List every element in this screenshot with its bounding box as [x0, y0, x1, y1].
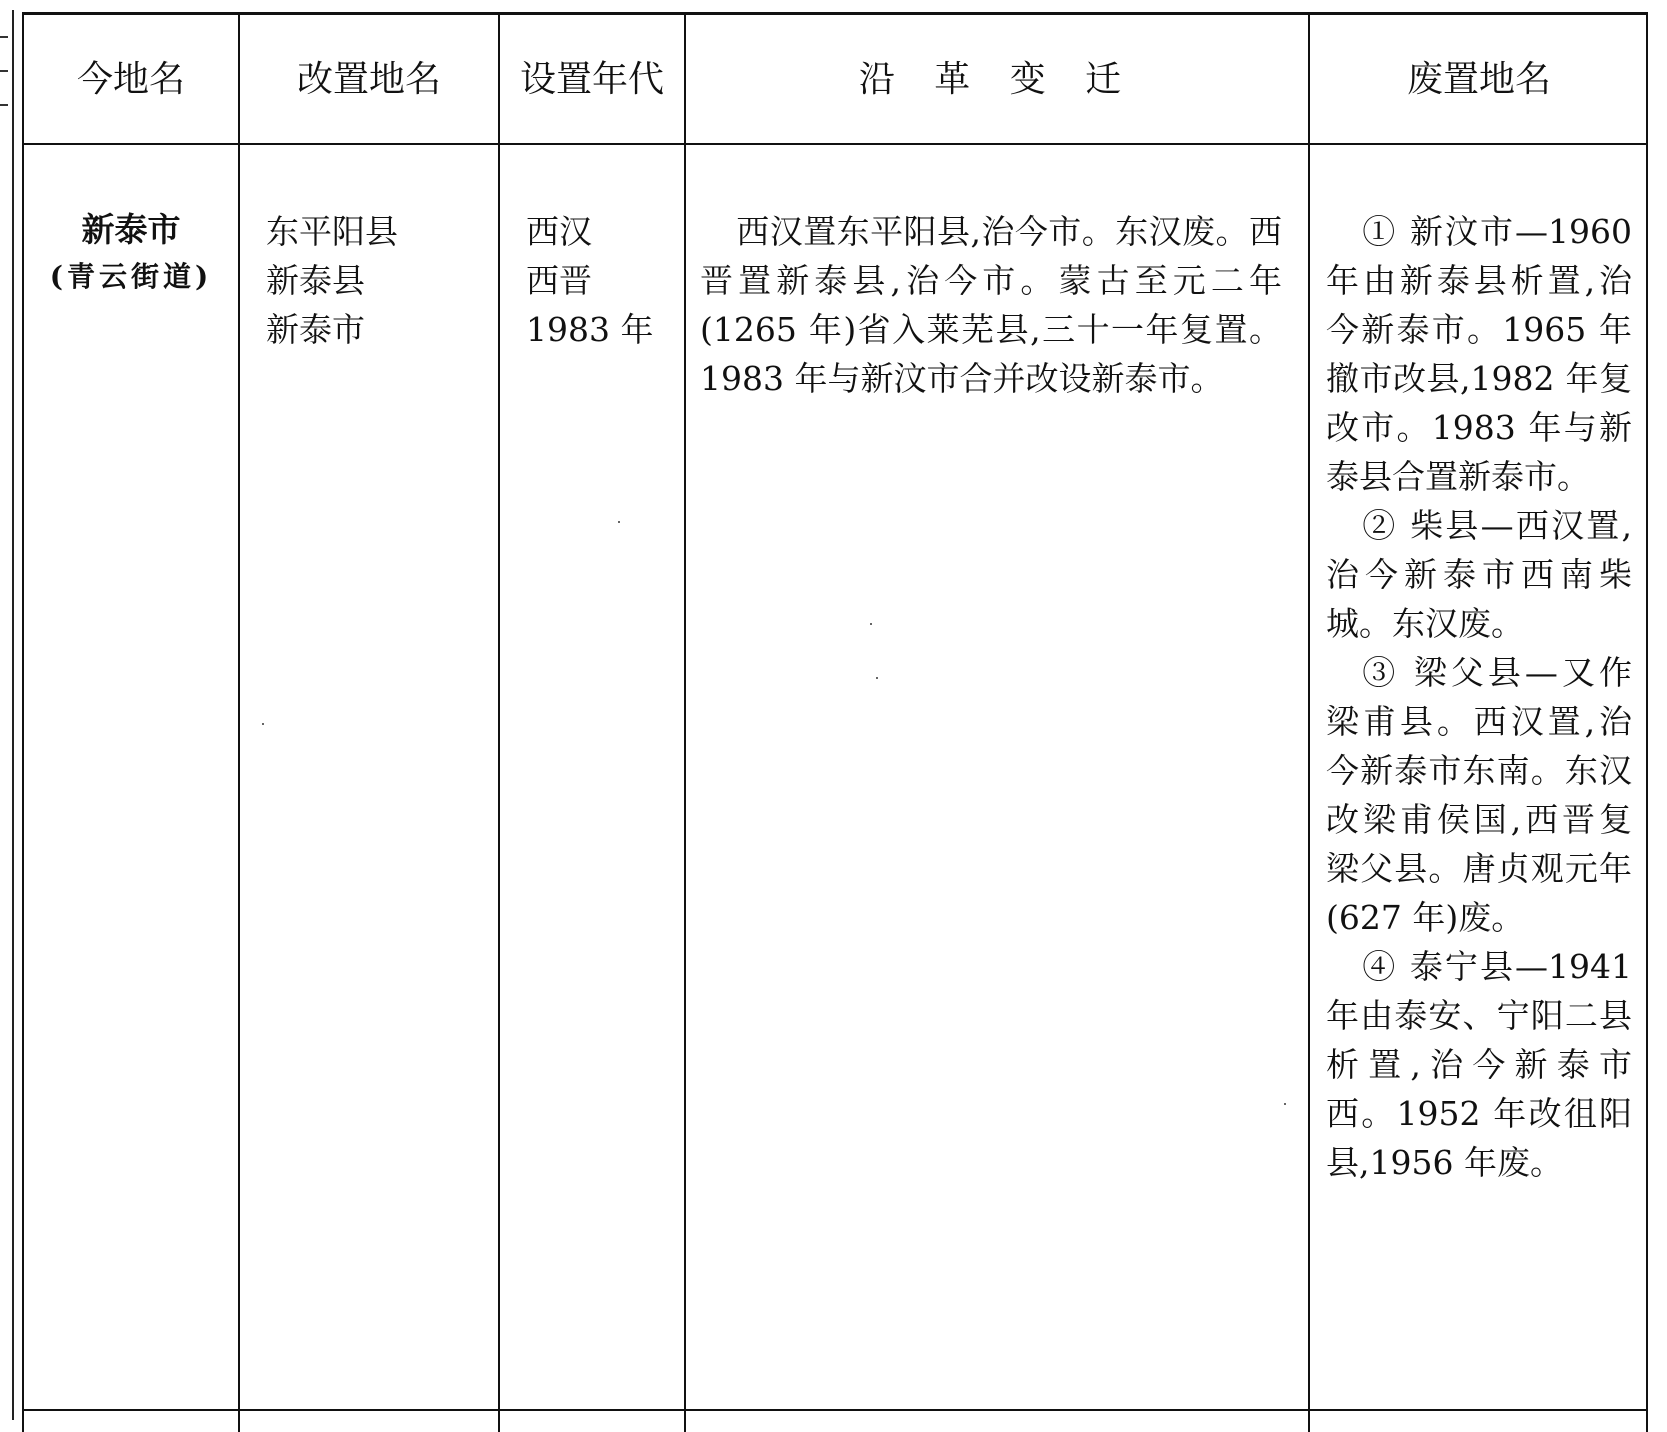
- header-rule: [24, 143, 1646, 145]
- current-name-cell: [24, 205, 238, 301]
- current-name: 新泰市: [81, 210, 181, 249]
- set-era-item: 1983 年: [526, 310, 654, 349]
- header-set-era: 设置年代: [519, 59, 664, 100]
- left-margin-mark: [0, 104, 8, 106]
- current-name-subdivision: (青云街道): [49, 260, 213, 293]
- left-margin-rule: [12, 10, 14, 1420]
- abolished-entry: ① 新汶市—1960 年由新泰县析置,治今新泰市。1965 年撤市改县,1982 年复改市。1983 年与新泰县合置新泰市。: [1326, 212, 1632, 496]
- header-history: 沿 革 变 迁: [858, 59, 1136, 100]
- scan-speck: [1284, 1103, 1286, 1105]
- column-divider: [1308, 15, 1310, 1432]
- changed-name-item: 新泰县: [266, 261, 365, 300]
- column-divider: [238, 15, 240, 1432]
- history-text: 西汉置东平阳县,治今市。东汉废。西晋置新泰县,治今市。蒙古至元二年(1265 年)省入莱芜县,三十一年复置。1983 年与新汶市合并改设新泰市。: [700, 212, 1282, 398]
- scan-speck: [870, 623, 872, 625]
- abolished-names-cell: [1326, 207, 1632, 1187]
- column-divider: [684, 15, 686, 1432]
- scan-speck: [876, 677, 878, 679]
- changed-name-item: 东平阳县: [266, 212, 398, 251]
- set-era-item: 西晋: [526, 261, 592, 300]
- header-abolished-name: 废置地名: [1406, 59, 1551, 100]
- left-margin-mark: [0, 70, 8, 72]
- column-divider: [498, 15, 500, 1432]
- row-rule: [24, 1409, 1646, 1411]
- left-margin-mark: [0, 36, 8, 38]
- set-era-item: 西汉: [526, 212, 592, 251]
- set-eras-cell: [526, 207, 676, 354]
- abolished-entry: ② 柴县—西汉置,治今新泰市西南柴城。东汉废。: [1326, 506, 1632, 643]
- header-changed-name: 改置地名: [296, 59, 441, 100]
- scan-speck: [262, 723, 264, 725]
- abolished-entry: ③ 梁父县—又作梁甫县。西汉置,治今新泰市东南。东汉改梁甫侯国,西晋复梁父县。唐贞观元年(627 年)废。: [1326, 653, 1632, 937]
- header-current-name: 今地名: [76, 59, 185, 100]
- abolished-entry: ④ 泰宁县—1941 年由泰安、宁阳二县析置,治今新泰市西。1952 年改徂阳县,1956 年废。: [1326, 947, 1632, 1182]
- scan-speck: [618, 521, 620, 523]
- changed-name-item: 新泰市: [266, 310, 365, 349]
- changed-names-cell: [266, 207, 486, 354]
- place-name-table: [22, 12, 1648, 1432]
